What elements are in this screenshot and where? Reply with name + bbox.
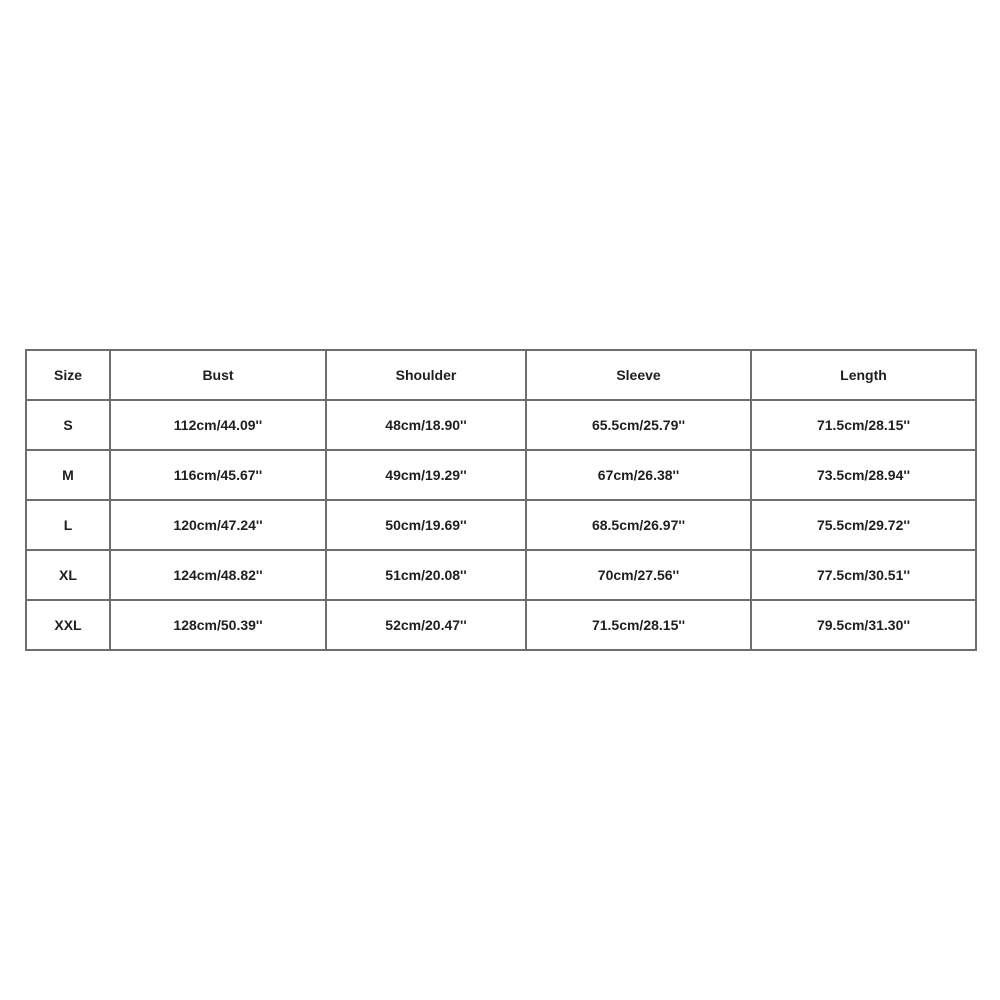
cell-length: 71.5cm/28.15'' (751, 400, 976, 450)
cell-shoulder: 51cm/20.08'' (326, 550, 526, 600)
size-chart-table (25, 349, 977, 651)
cell-sleeve: 70cm/27.56'' (526, 550, 751, 600)
cell-size: L (26, 500, 110, 550)
cell-sleeve: 71.5cm/28.15'' (526, 600, 751, 650)
cell-sleeve: 67cm/26.38'' (526, 450, 751, 500)
table-header-row (26, 350, 976, 400)
table-row (26, 500, 976, 550)
column-header-size: Size (26, 350, 110, 400)
cell-bust: 128cm/50.39'' (110, 600, 326, 650)
column-header-bust: Bust (110, 350, 326, 400)
cell-size: XXL (26, 600, 110, 650)
cell-size: S (26, 400, 110, 450)
cell-size: XL (26, 550, 110, 600)
column-header-length: Length (751, 350, 976, 400)
cell-length: 73.5cm/28.94'' (751, 450, 976, 500)
cell-bust: 112cm/44.09'' (110, 400, 326, 450)
cell-length: 75.5cm/29.72'' (751, 500, 976, 550)
cell-shoulder: 50cm/19.69'' (326, 500, 526, 550)
column-header-sleeve: Sleeve (526, 350, 751, 400)
table-row (26, 600, 976, 650)
cell-shoulder: 52cm/20.47'' (326, 600, 526, 650)
cell-shoulder: 49cm/19.29'' (326, 450, 526, 500)
column-header-shoulder: Shoulder (326, 350, 526, 400)
cell-sleeve: 68.5cm/26.97'' (526, 500, 751, 550)
cell-size: M (26, 450, 110, 500)
cell-length: 77.5cm/30.51'' (751, 550, 976, 600)
table-row (26, 400, 976, 450)
cell-shoulder: 48cm/18.90'' (326, 400, 526, 450)
table-row (26, 550, 976, 600)
cell-length: 79.5cm/31.30'' (751, 600, 976, 650)
cell-bust: 116cm/45.67'' (110, 450, 326, 500)
cell-sleeve: 65.5cm/25.79'' (526, 400, 751, 450)
cell-bust: 120cm/47.24'' (110, 500, 326, 550)
cell-bust: 124cm/48.82'' (110, 550, 326, 600)
table-row (26, 450, 976, 500)
